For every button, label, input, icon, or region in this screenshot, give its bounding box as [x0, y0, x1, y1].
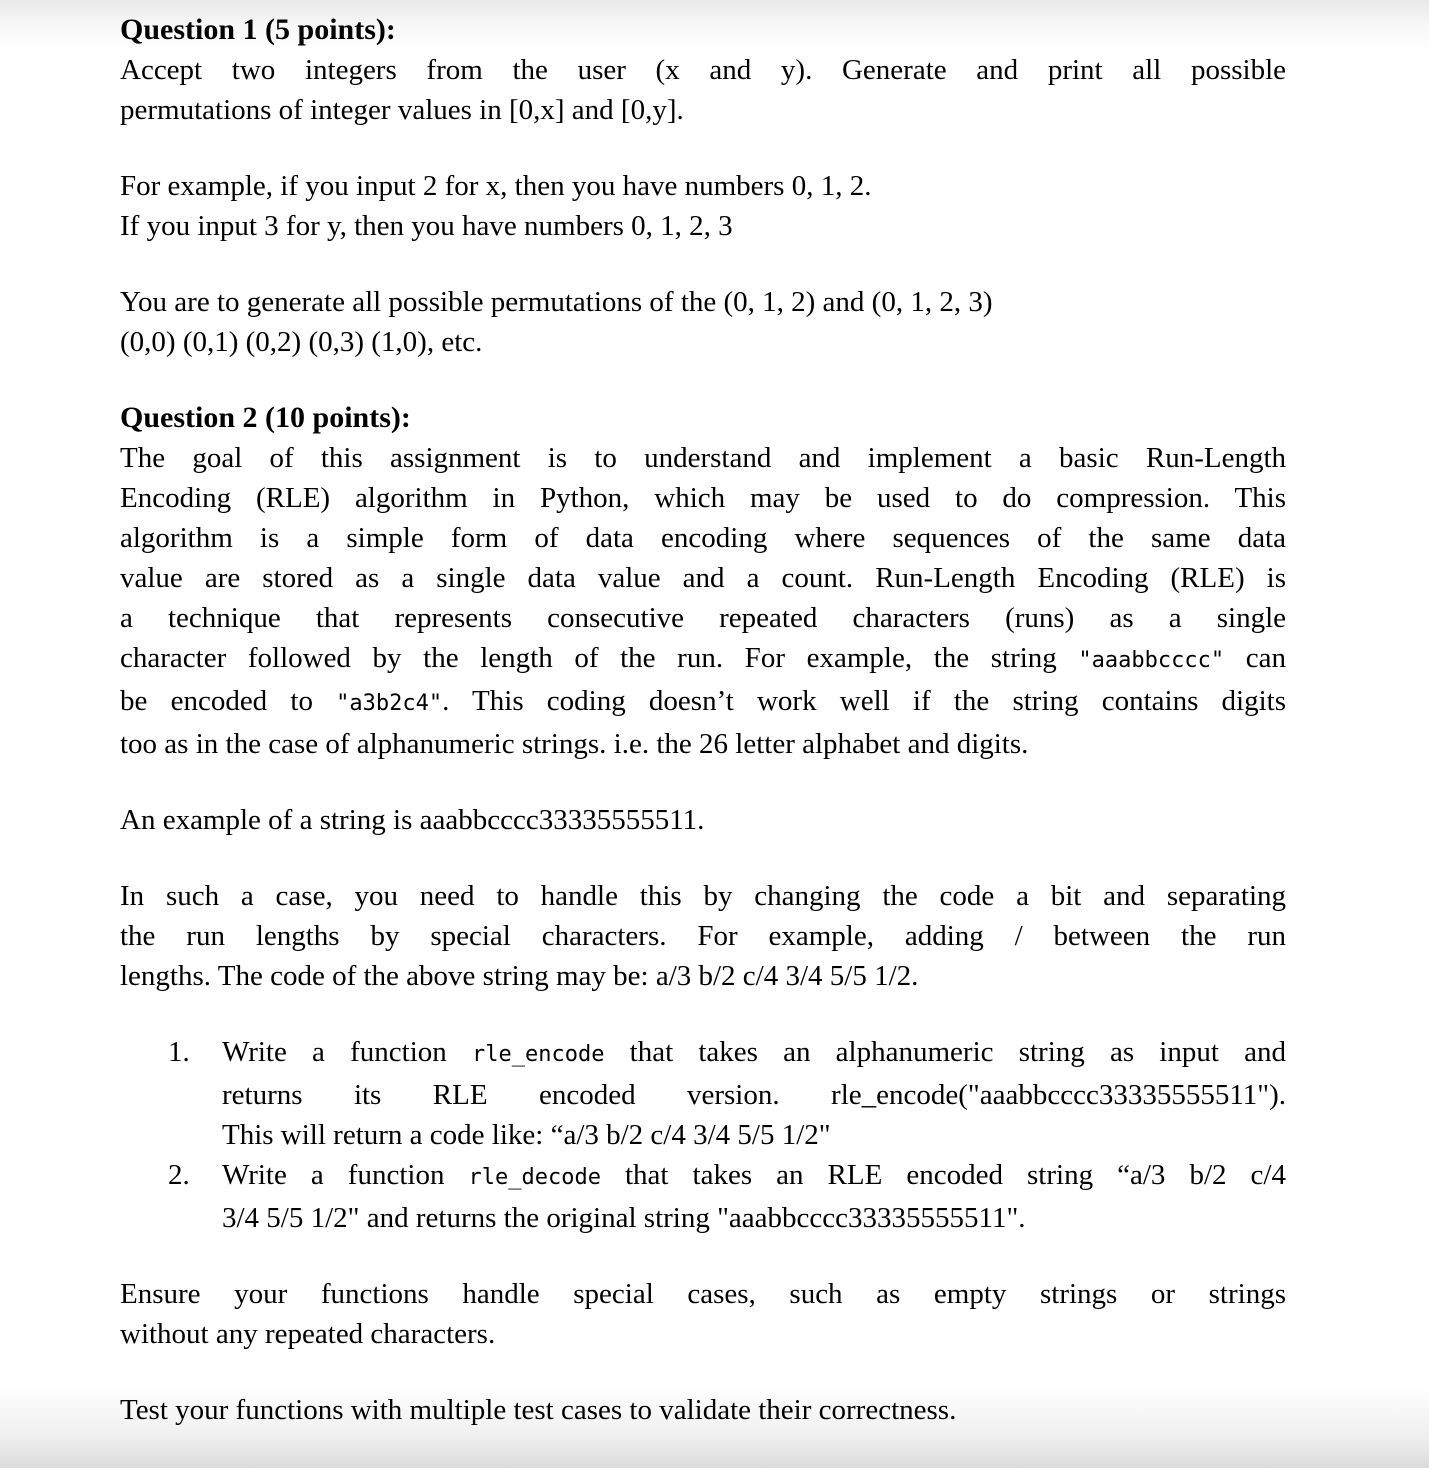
text-segment: returns its RLE encoded version. rle_encode("aaabbcccc33335555511").	[222, 1079, 1286, 1111]
text-segment: Accept two integers from the user (x and y). Generate and print all possible	[120, 54, 1286, 86]
text-line	[120, 558, 1286, 598]
q2-task-list	[120, 1032, 1286, 1238]
text-segment: In such a case, you need to handle this by changing the code a bit and separating	[120, 880, 1286, 912]
inline-code: rle_encode	[471, 1042, 605, 1067]
text-segment: permutations of integer values in [0,x] and [0,y].	[120, 94, 684, 126]
inline-code: "a3b2c4"	[336, 691, 443, 716]
text-line	[120, 876, 1286, 916]
q1-example-paragraph	[120, 166, 1286, 246]
text-segment: 3/4 5/5 1/2" and returns the original string "aaabbcccc33335555511".	[222, 1202, 1026, 1234]
list-item	[120, 1032, 1286, 1155]
text-line	[120, 206, 1286, 246]
text-segment: that takes an alphanumeric string as input and	[604, 1036, 1286, 1068]
text-line	[120, 282, 1286, 322]
text-segment: The goal of this assignment is to understand and implement a basic Run-Length	[120, 442, 1286, 474]
text-segment: without any repeated characters.	[120, 1318, 496, 1350]
special-cases-paragraph	[120, 1274, 1286, 1354]
text-segment: lengths. The code of the above string may be: a/3 b/2 c/4 3/4 5/5 1/2.	[120, 960, 919, 992]
text-segment: be encoded to	[120, 685, 337, 717]
text-segment: You are to generate all possible permutations of the (0, 1, 2) and (0, 1, 2, 3)	[120, 286, 993, 318]
text-segment: . This coding doesn’t work well if the string contains digits	[442, 685, 1287, 717]
text-line	[120, 681, 1286, 724]
text-line	[222, 1032, 1286, 1075]
text-line	[120, 322, 1286, 362]
q2-separator-paragraph	[120, 876, 1286, 996]
text-line	[120, 90, 1286, 130]
question-2-heading: Question 2 (10 points):	[120, 401, 411, 434]
q1-permutations-paragraph	[120, 282, 1286, 362]
text-segment: character followed by the length of the run. For example, the string	[120, 642, 1079, 674]
text-segment: a technique that represents consecutive repeated characters (runs) as a single	[120, 602, 1286, 634]
text-segment: An example of a string is aaabbcccc33335555511.	[120, 804, 705, 836]
text-line	[120, 478, 1286, 518]
text-segment: value are stored as a single data value and a count. Run-Length Encoding (RLE) is	[120, 562, 1286, 594]
text-line	[120, 956, 1286, 996]
text-line	[120, 1274, 1286, 1314]
text-line	[222, 1075, 1286, 1115]
text-line	[120, 438, 1286, 478]
text-segment: that takes an RLE encoded string “a/3 b/2 c/4	[600, 1159, 1286, 1191]
text-line	[120, 800, 1286, 840]
text-segment: can	[1224, 642, 1286, 674]
text-segment: Test your functions with multiple test cases to validate their correctness.	[120, 1394, 957, 1426]
text-line	[222, 1115, 1286, 1155]
assignment-text	[120, 10, 1286, 1430]
text-line	[120, 50, 1286, 90]
text-segment: algorithm is a simple form of data encoding where sequences of the same data	[120, 522, 1286, 554]
list-item-number: 1.	[168, 1036, 190, 1068]
text-segment: This will return a code like: “a/3 b/2 c/4 3/4 5/5 1/2"	[222, 1119, 831, 1151]
text-segment: Encoding (RLE) algorithm in Python, which may be used to do compression. This	[120, 482, 1286, 514]
text-line	[120, 724, 1286, 764]
text-segment: Ensure your functions handle special cases, such as empty strings or strings	[120, 1278, 1286, 1310]
list-item-number: 2.	[168, 1159, 190, 1191]
text-line	[222, 1155, 1286, 1198]
q1-intro-paragraph	[120, 50, 1286, 130]
text-segment: Write a function	[222, 1159, 469, 1191]
text-line	[120, 166, 1286, 206]
text-line	[120, 598, 1286, 638]
text-segment: If you input 3 for y, then you have numbers 0, 1, 2, 3	[120, 210, 733, 242]
text-line	[120, 916, 1286, 956]
text-line	[120, 518, 1286, 558]
q2-goal-paragraph	[120, 438, 1286, 764]
list-item	[120, 1155, 1286, 1238]
text-line	[120, 1390, 1286, 1430]
inline-code: "aaabbcccc"	[1078, 648, 1225, 673]
text-segment: Write a function	[222, 1036, 472, 1068]
question-1-heading: Question 1 (5 points):	[120, 13, 396, 46]
text-segment: For example, if you input 2 for x, then you have numbers 0, 1, 2.	[120, 170, 872, 202]
q2-string-example-paragraph	[120, 800, 1286, 840]
text-line	[120, 638, 1286, 681]
text-segment: too as in the case of alphanumeric strings. i.e. the 26 letter alphabet and digits.	[120, 728, 1029, 760]
text-line	[222, 1198, 1286, 1238]
text-segment: the run lengths by special characters. For example, adding / between the run	[120, 920, 1286, 952]
inline-code: rle_decode	[468, 1165, 601, 1190]
list-item-text	[222, 1032, 1286, 1155]
test-functions-paragraph	[120, 1390, 1286, 1430]
text-segment: (0,0) (0,1) (0,2) (0,3) (1,0), etc.	[120, 326, 483, 358]
text-line	[120, 1314, 1286, 1354]
list-item-text	[222, 1155, 1286, 1238]
